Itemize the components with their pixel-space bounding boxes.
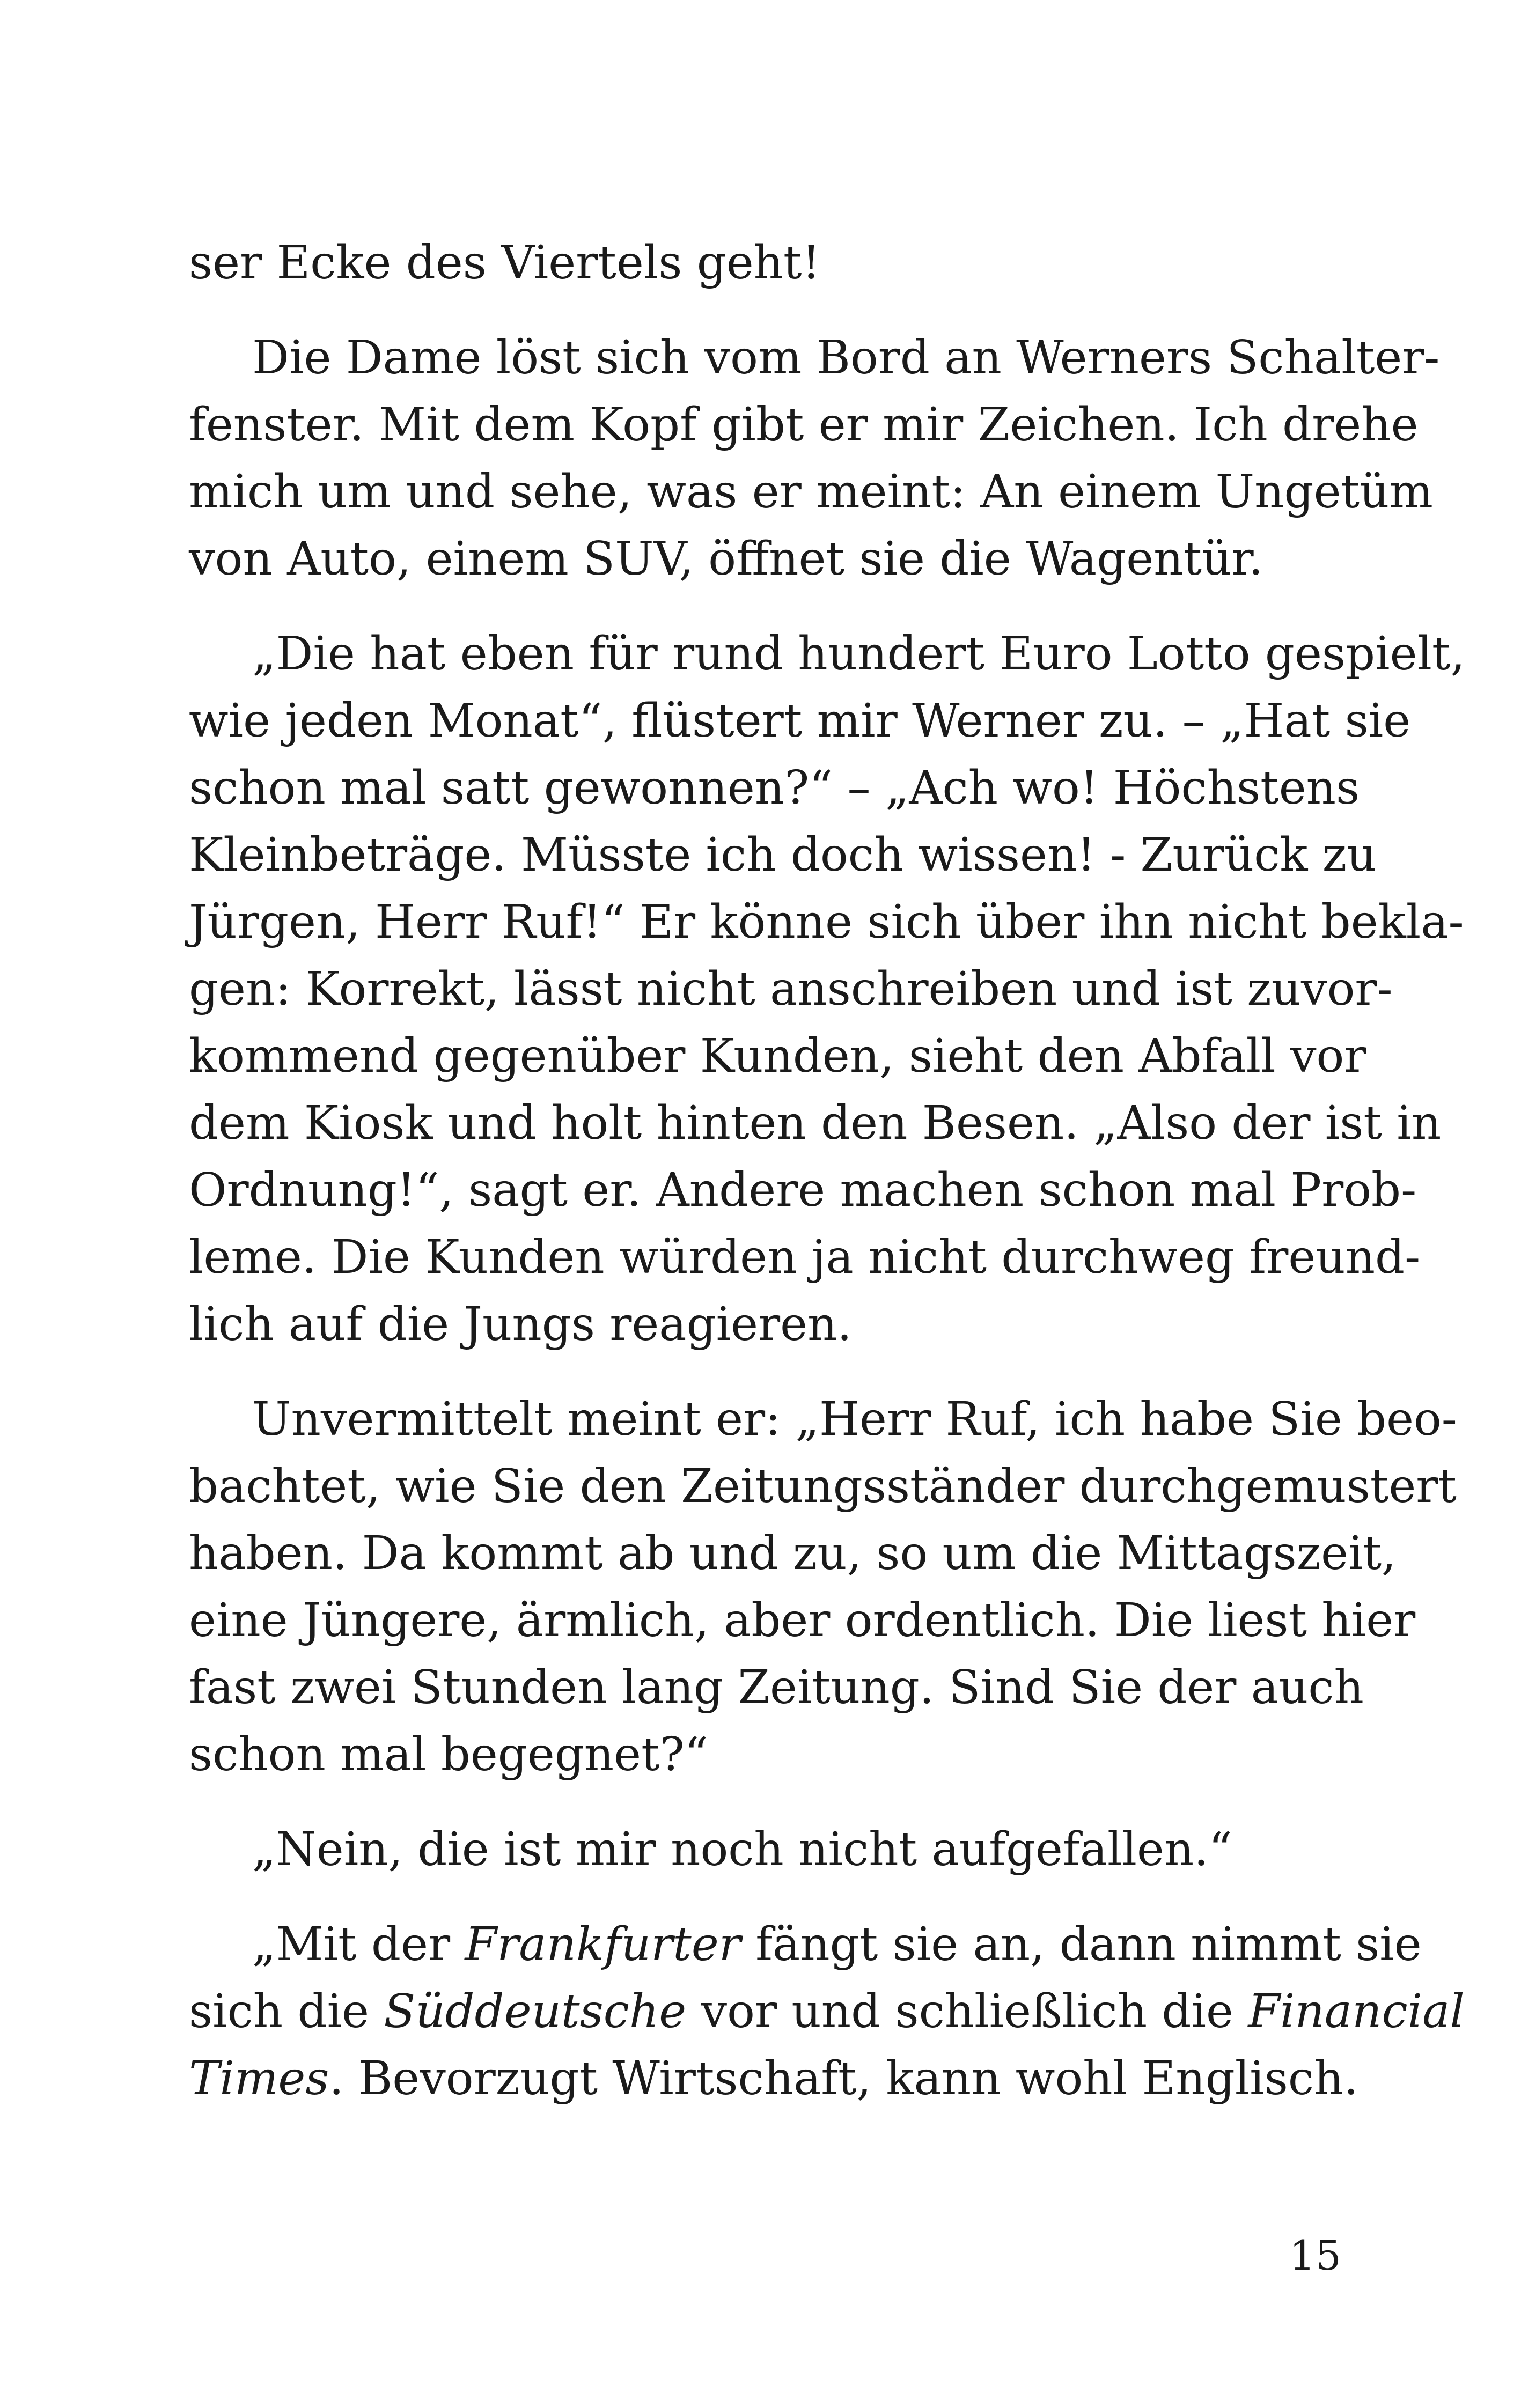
text-segment: „Nein, die ist mir noch nicht aufgefallen.“ xyxy=(252,1823,1232,1876)
text-segment: Ordnung!“, sagt er. Andere machen schon mal Prob- xyxy=(189,1164,1417,1217)
paragraph xyxy=(189,325,1440,593)
text-line xyxy=(189,1453,1457,1520)
paragraph xyxy=(189,621,1465,1358)
page-number: 15 xyxy=(1289,2232,1341,2279)
text-line xyxy=(189,1386,1457,1453)
text-segment: vor und schließlich die xyxy=(686,1985,1248,2038)
paragraph xyxy=(189,1386,1457,1788)
text-segment: Unvermittelt meint er: „Herr Ruf, ich habe Sie beo- xyxy=(252,1393,1457,1446)
text-segment: von Auto, einem SUV, öffnet sie die Wagentür. xyxy=(189,532,1263,586)
text-segment: eine Jüngere, ärmlich, aber ordentlich. Die liest hier xyxy=(189,1594,1416,1647)
text-line xyxy=(189,1157,1417,1224)
text-line xyxy=(189,822,1377,889)
text-line xyxy=(189,1654,1364,1721)
text-line xyxy=(189,325,1440,392)
text-line xyxy=(189,230,1341,297)
text-segment: Die Dame löst sich vom Bord an Werners Schalter- xyxy=(252,331,1440,385)
paragraph-gap xyxy=(189,297,1341,325)
text-line xyxy=(189,755,1360,822)
paragraph xyxy=(189,1911,1465,2112)
text-line xyxy=(189,1090,1442,1157)
text-line xyxy=(189,526,1341,593)
text-line xyxy=(189,889,1464,956)
text-segment: ser Ecke des Viertels geht! xyxy=(189,236,821,290)
italic-title: Süddeutsche xyxy=(384,1985,687,2038)
text-segment: gen: Korrekt, lässt nicht anschreiben und ist zuvor- xyxy=(189,962,1393,1016)
paragraph-gap xyxy=(189,593,1341,621)
paragraph-gap xyxy=(189,1358,1341,1386)
text-segment: lich auf die Jungs reagieren. xyxy=(189,1298,852,1351)
text-segment: fängt sie an, dann nimmt sie xyxy=(740,1918,1422,1971)
text-line xyxy=(189,1224,1421,1291)
italic-title: Frankfurter xyxy=(465,1918,741,1971)
text-line xyxy=(189,688,1411,755)
text-segment: dem Kiosk und holt hinten den Besen. „Also der ist in xyxy=(189,1096,1442,1150)
text-segment: fast zwei Stunden lang Zeitung. Sind Sie der auch xyxy=(189,1661,1364,1714)
body-text xyxy=(189,230,1465,2112)
text-segment: schon mal begegnet?“ xyxy=(189,1728,708,1781)
text-line xyxy=(189,1587,1416,1654)
text-segment: sich die xyxy=(189,1985,384,2038)
text-line xyxy=(189,1978,1465,2045)
text-line xyxy=(189,459,1433,526)
text-segment: schon mal satt gewonnen?“ – „Ach wo! Höchstens xyxy=(189,761,1360,815)
text-segment: Jürgen, Herr Ruf!“ Er könne sich über ihn nicht bekla- xyxy=(189,895,1464,949)
text-segment: leme. Die Kunden würden ja nicht durchweg freund- xyxy=(189,1231,1421,1284)
text-segment: haben. Da kommt ab und zu, so um die Mittagszeit, xyxy=(189,1527,1397,1580)
text-segment: fenster. Mit dem Kopf gibt er mir Zeichen. Ich drehe xyxy=(189,398,1419,452)
text-segment: „Die hat eben für rund hundert Euro Lotto gespielt, xyxy=(252,627,1465,681)
text-line xyxy=(189,1721,1341,1788)
paragraph-gap xyxy=(189,1883,1341,1911)
paragraph-gap xyxy=(189,1788,1341,1816)
text-segment: Kleinbeträge. Müsste ich doch wissen! - Zurück zu xyxy=(189,828,1377,882)
paragraph xyxy=(189,1816,1341,1883)
paragraph xyxy=(189,230,1341,297)
text-segment: . Bevorzugt Wirtschaft, kann wohl Englisch. xyxy=(329,2052,1358,2105)
text-line xyxy=(189,1023,1366,1090)
text-line xyxy=(189,1520,1397,1587)
text-line xyxy=(189,956,1393,1023)
text-segment: „Mit der xyxy=(252,1918,465,1971)
text-segment: bachtet, wie Sie den Zeitungsständer durchgemustert xyxy=(189,1460,1457,1513)
text-line xyxy=(189,1816,1341,1883)
italic-title: Financial xyxy=(1248,1985,1465,2038)
text-line xyxy=(189,2045,1358,2112)
text-segment: mich um und sehe, was er meint: An einem Ungetüm xyxy=(189,465,1433,519)
text-line xyxy=(189,392,1419,459)
text-line xyxy=(189,1911,1422,1978)
text-line xyxy=(189,621,1465,688)
text-line xyxy=(189,1291,1341,1358)
text-segment: kommend gegenüber Kunden, sieht den Abfall vor xyxy=(189,1029,1366,1083)
text-segment: wie jeden Monat“, flüstert mir Werner zu. – „Hat sie xyxy=(189,694,1411,748)
italic-title: Times xyxy=(189,2052,329,2105)
